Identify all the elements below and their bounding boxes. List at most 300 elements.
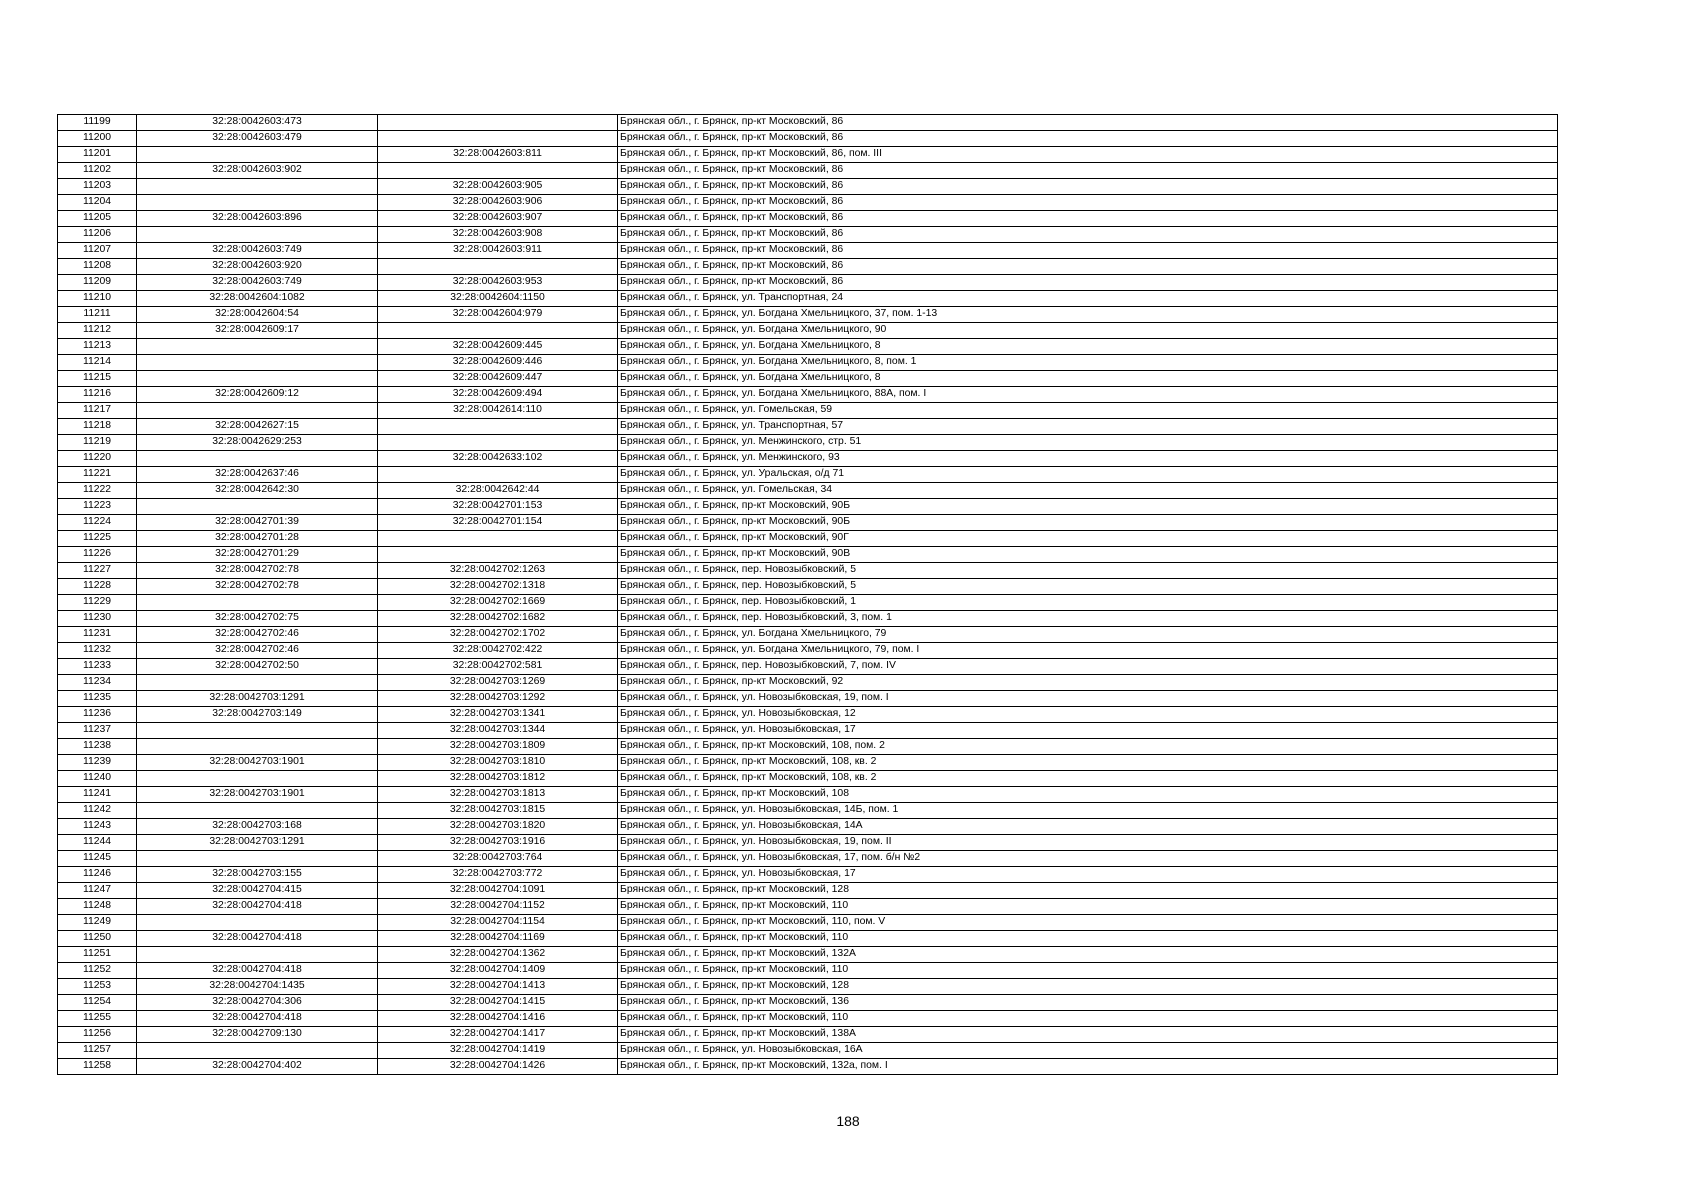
object-cadastral-number-cell: 32:28:0042703:772 [378,867,618,883]
address-cell: Брянская обл., г. Брянск, пр-кт Московский, 132А [618,947,1558,963]
object-cadastral-number-cell [378,163,618,179]
table-row [58,243,1558,259]
cadastral-number-cell [137,371,378,387]
object-cadastral-number-cell: 32:28:0042609:445 [378,339,618,355]
row-number-cell: 11212 [58,323,137,339]
cadastral-number-cell [137,851,378,867]
object-cadastral-number-cell: 32:28:0042609:494 [378,387,618,403]
row-number-cell: 11231 [58,627,137,643]
address-cell: Брянская обл., г. Брянск, пр-кт Московский, 86 [618,275,1558,291]
row-number-cell: 11252 [58,963,137,979]
object-cadastral-number-cell: 32:28:0042603:908 [378,227,618,243]
object-cadastral-number-cell: 32:28:0042603:905 [378,179,618,195]
row-number-cell: 11238 [58,739,137,755]
table-row [58,179,1558,195]
row-number-cell: 11253 [58,979,137,995]
cadastral-number-cell: 32:28:0042702:78 [137,579,378,595]
cadastral-number-cell: 32:28:0042704:418 [137,1011,378,1027]
row-number-cell: 11245 [58,851,137,867]
address-cell: Брянская обл., г. Брянск, пер. Новозыбковский, 5 [618,563,1558,579]
table-row [58,819,1558,835]
address-cell: Брянская обл., г. Брянск, пр-кт Московский, 128 [618,979,1558,995]
address-cell: Брянская обл., г. Брянск, ул. Новозыбковская, 19, пом. II [618,835,1558,851]
object-cadastral-number-cell: 32:28:0042703:1815 [378,803,618,819]
object-cadastral-number-cell: 32:28:0042614:110 [378,403,618,419]
object-cadastral-number-cell: 32:28:0042704:1417 [378,1027,618,1043]
row-number-cell: 11237 [58,723,137,739]
address-cell: Брянская обл., г. Брянск, пр-кт Московский, 90В [618,547,1558,563]
row-number-cell: 11258 [58,1059,137,1075]
address-cell: Брянская обл., г. Брянск, пр-кт Московский, 90Б [618,515,1558,531]
table-row [58,963,1558,979]
row-number-cell: 11240 [58,771,137,787]
table-row [58,323,1558,339]
object-cadastral-number-cell: 32:28:0042703:1341 [378,707,618,723]
object-cadastral-number-cell: 32:28:0042604:1150 [378,291,618,307]
cadastral-number-cell: 32:28:0042603:749 [137,275,378,291]
cadastral-number-cell [137,499,378,515]
row-number-cell: 11216 [58,387,137,403]
table-row [58,403,1558,419]
row-number-cell: 11204 [58,195,137,211]
cadastral-number-cell [137,451,378,467]
address-cell: Брянская обл., г. Брянск, ул. Богдана Хмельницкого, 37, пом. 1-13 [618,307,1558,323]
cadastral-number-cell: 32:28:0042709:130 [137,1027,378,1043]
cadastral-number-cell: 32:28:0042604:54 [137,307,378,323]
address-cell: Брянская обл., г. Брянск, пр-кт Московский, 108, кв. 2 [618,755,1558,771]
address-cell: Брянская обл., г. Брянск, пр-кт Московский, 86 [618,227,1558,243]
cadastral-number-cell: 32:28:0042702:50 [137,659,378,675]
cadastral-number-cell: 32:28:0042704:306 [137,995,378,1011]
object-cadastral-number-cell: 32:28:0042704:1416 [378,1011,618,1027]
row-number-cell: 11232 [58,643,137,659]
address-cell: Брянская обл., г. Брянск, ул. Менжинского, 93 [618,451,1558,467]
row-number-cell: 11225 [58,531,137,547]
table-row [58,979,1558,995]
address-cell: Брянская обл., г. Брянск, пр-кт Московский, 136 [618,995,1558,1011]
row-number-cell: 11233 [58,659,137,675]
table-row [58,835,1558,851]
cadastral-number-cell: 32:28:0042603:473 [137,115,378,131]
address-cell: Брянская обл., г. Брянск, пр-кт Московский, 108 [618,787,1558,803]
address-cell: Брянская обл., г. Брянск, пр-кт Московский, 90Б [618,499,1558,515]
row-number-cell: 11214 [58,355,137,371]
cadastral-number-cell [137,1043,378,1059]
address-cell: Брянская обл., г. Брянск, ул. Новозыбковская, 12 [618,707,1558,723]
object-cadastral-number-cell: 32:28:0042603:953 [378,275,618,291]
object-cadastral-number-cell: 32:28:0042704:1419 [378,1043,618,1059]
address-cell: Брянская обл., г. Брянск, ул. Богдана Хмельницкого, 88А, пом. I [618,387,1558,403]
address-cell: Брянская обл., г. Брянск, ул. Богдана Хмельницкого, 8 [618,339,1558,355]
object-cadastral-number-cell: 32:28:0042703:1810 [378,755,618,771]
address-cell: Брянская обл., г. Брянск, пер. Новозыбковский, 7, пом. IV [618,659,1558,675]
cadastral-number-cell: 32:28:0042704:418 [137,963,378,979]
address-cell: Брянская обл., г. Брянск, ул. Уральская, о/д 71 [618,467,1558,483]
cadastral-number-cell: 32:28:0042603:902 [137,163,378,179]
cadastral-number-cell: 32:28:0042702:78 [137,563,378,579]
row-number-cell: 11222 [58,483,137,499]
address-cell: Брянская обл., г. Брянск, ул. Транспортная, 24 [618,291,1558,307]
table-row [58,1059,1558,1075]
address-cell: Брянская обл., г. Брянск, пр-кт Московский, 86 [618,179,1558,195]
table-row [58,691,1558,707]
object-cadastral-number-cell: 32:28:0042703:1292 [378,691,618,707]
table-row [58,259,1558,275]
cadastral-number-cell: 32:28:0042701:39 [137,515,378,531]
row-number-cell: 11202 [58,163,137,179]
object-cadastral-number-cell [378,115,618,131]
address-cell: Брянская обл., г. Брянск, пр-кт Московский, 92 [618,675,1558,691]
row-number-cell: 11242 [58,803,137,819]
row-number-cell: 11224 [58,515,137,531]
row-number-cell: 11243 [58,819,137,835]
cadastral-number-cell: 32:28:0042702:46 [137,643,378,659]
address-cell: Брянская обл., г. Брянск, пр-кт Московский, 86 [618,259,1558,275]
address-cell: Брянская обл., г. Брянск, ул. Богдана Хмельницкого, 8, пом. 1 [618,355,1558,371]
cadastral-number-cell [137,947,378,963]
cadastral-number-cell: 32:28:0042603:896 [137,211,378,227]
table-row [58,915,1558,931]
table-row [58,131,1558,147]
cadastral-number-cell [137,675,378,691]
cadastral-number-cell: 32:28:0042637:46 [137,467,378,483]
table-row [58,947,1558,963]
address-cell: Брянская обл., г. Брянск, ул. Новозыбковская, 14Б, пом. 1 [618,803,1558,819]
object-cadastral-number-cell [378,259,618,275]
cadastral-number-cell: 32:28:0042704:1435 [137,979,378,995]
object-cadastral-number-cell: 32:28:0042603:911 [378,243,618,259]
row-number-cell: 11236 [58,707,137,723]
table-row [58,227,1558,243]
cadastral-number-cell: 32:28:0042642:30 [137,483,378,499]
table-row [58,467,1558,483]
table-row [58,563,1558,579]
object-cadastral-number-cell: 32:28:0042702:581 [378,659,618,675]
object-cadastral-number-cell: 32:28:0042704:1362 [378,947,618,963]
row-number-cell: 11219 [58,435,137,451]
object-cadastral-number-cell: 32:28:0042609:446 [378,355,618,371]
cadastral-number-cell: 32:28:0042703:149 [137,707,378,723]
object-cadastral-number-cell: 32:28:0042642:44 [378,483,618,499]
object-cadastral-number-cell: 32:28:0042704:1154 [378,915,618,931]
table-row [58,659,1558,675]
table-row [58,147,1558,163]
object-cadastral-number-cell: 32:28:0042703:1809 [378,739,618,755]
page-number: 188 [836,1113,860,1129]
cadastral-number-cell: 32:28:0042703:168 [137,819,378,835]
table-row [58,595,1558,611]
table-row [58,899,1558,915]
object-cadastral-number-cell: 32:28:0042703:1812 [378,771,618,787]
object-cadastral-number-cell: 32:28:0042603:906 [378,195,618,211]
object-cadastral-number-cell: 32:28:0042702:1682 [378,611,618,627]
cadastral-number-cell [137,723,378,739]
row-number-cell: 11217 [58,403,137,419]
address-cell: Брянская обл., г. Брянск, пер. Новозыбковский, 5 [618,579,1558,595]
row-number-cell: 11201 [58,147,137,163]
row-number-cell: 11213 [58,339,137,355]
cadastral-number-cell: 32:28:0042703:1291 [137,835,378,851]
row-number-cell: 11223 [58,499,137,515]
cadastral-number-cell: 32:28:0042703:155 [137,867,378,883]
object-cadastral-number-cell: 32:28:0042633:102 [378,451,618,467]
table-row [58,787,1558,803]
object-cadastral-number-cell: 32:28:0042701:154 [378,515,618,531]
row-number-cell: 11206 [58,227,137,243]
object-cadastral-number-cell [378,531,618,547]
cadastral-number-cell [137,403,378,419]
address-cell: Брянская обл., г. Брянск, пр-кт Московский, 110 [618,963,1558,979]
address-cell: Брянская обл., г. Брянск, ул. Новозыбковская, 16А [618,1043,1558,1059]
row-number-cell: 11241 [58,787,137,803]
row-number-cell: 11200 [58,131,137,147]
object-cadastral-number-cell: 32:28:0042703:1269 [378,675,618,691]
row-number-cell: 11208 [58,259,137,275]
table-row [58,883,1558,899]
row-number-cell: 11254 [58,995,137,1011]
table-row [58,291,1558,307]
table-row [58,531,1558,547]
object-cadastral-number-cell: 32:28:0042704:1091 [378,883,618,899]
address-cell: Брянская обл., г. Брянск, ул. Новозыбковская, 19, пом. I [618,691,1558,707]
row-number-cell: 11215 [58,371,137,387]
object-cadastral-number-cell: 32:28:0042703:1916 [378,835,618,851]
table-row [58,435,1558,451]
object-cadastral-number-cell: 32:28:0042704:1152 [378,899,618,915]
table-row [58,867,1558,883]
table-row [58,931,1558,947]
object-cadastral-number-cell: 32:28:0042702:1702 [378,627,618,643]
cadastral-number-cell: 32:28:0042701:29 [137,547,378,563]
row-number-cell: 11251 [58,947,137,963]
address-cell: Брянская обл., г. Брянск, пер. Новозыбковский, 1 [618,595,1558,611]
table-row [58,755,1558,771]
table-row [58,387,1558,403]
cadastral-number-cell [137,915,378,931]
row-number-cell: 11211 [58,307,137,323]
table-row [58,803,1558,819]
row-number-cell: 11248 [58,899,137,915]
table-row [58,675,1558,691]
row-number-cell: 11239 [58,755,137,771]
row-number-cell: 11250 [58,931,137,947]
table-row [58,547,1558,563]
object-cadastral-number-cell [378,131,618,147]
cadastral-number-cell [137,803,378,819]
table-row [58,483,1558,499]
row-number-cell: 11246 [58,867,137,883]
address-cell: Брянская обл., г. Брянск, пр-кт Московский, 86 [618,115,1558,131]
row-number-cell: 11257 [58,1043,137,1059]
cadastral-number-cell [137,195,378,211]
row-number-cell: 11234 [58,675,137,691]
row-number-cell: 11218 [58,419,137,435]
cadastral-number-cell [137,771,378,787]
object-cadastral-number-cell: 32:28:0042704:1169 [378,931,618,947]
object-cadastral-number-cell: 32:28:0042703:1344 [378,723,618,739]
table-row [58,355,1558,371]
object-cadastral-number-cell: 32:28:0042704:1426 [378,1059,618,1075]
table-row [58,275,1558,291]
table-row [58,195,1558,211]
address-cell: Брянская обл., г. Брянск, пр-кт Московский, 110 [618,931,1558,947]
object-cadastral-number-cell: 32:28:0042701:153 [378,499,618,515]
row-number-cell: 11226 [58,547,137,563]
address-cell: Брянская обл., г. Брянск, пр-кт Московский, 86, пом. III [618,147,1558,163]
cadastral-number-cell [137,355,378,371]
cadastral-number-cell [137,739,378,755]
object-cadastral-number-cell [378,547,618,563]
address-cell: Брянская обл., г. Брянск, ул. Богдана Хмельницкого, 8 [618,371,1558,387]
table-row [58,995,1558,1011]
address-cell: Брянская обл., г. Брянск, пр-кт Московский, 110, пом. V [618,915,1558,931]
row-number-cell: 11235 [58,691,137,707]
address-cell: Брянская обл., г. Брянск, пр-кт Московский, 110 [618,899,1558,915]
cadastral-number-cell: 32:28:0042603:920 [137,259,378,275]
address-cell: Брянская обл., г. Брянск, пер. Новозыбковский, 3, пом. 1 [618,611,1558,627]
cadastral-number-cell: 32:28:0042703:1901 [137,755,378,771]
cadastral-number-cell: 32:28:0042703:1901 [137,787,378,803]
table-row [58,419,1558,435]
registry-table-body [58,115,1558,1075]
object-cadastral-number-cell: 32:28:0042603:907 [378,211,618,227]
row-number-cell: 11256 [58,1027,137,1043]
address-cell: Брянская обл., г. Брянск, пр-кт Московский, 86 [618,243,1558,259]
object-cadastral-number-cell [378,419,618,435]
object-cadastral-number-cell: 32:28:0042704:1413 [378,979,618,995]
address-cell: Брянская обл., г. Брянск, пр-кт Московский, 108, пом. 2 [618,739,1558,755]
address-cell: Брянская обл., г. Брянск, пр-кт Московский, 86 [618,195,1558,211]
row-number-cell: 11210 [58,291,137,307]
cadastral-number-cell: 32:28:0042703:1291 [137,691,378,707]
object-cadastral-number-cell: 32:28:0042702:1263 [378,563,618,579]
table-row [58,115,1558,131]
address-cell: Брянская обл., г. Брянск, пр-кт Московский, 138А [618,1027,1558,1043]
address-cell: Брянская обл., г. Брянск, ул. Новозыбковская, 17 [618,723,1558,739]
row-number-cell: 11221 [58,467,137,483]
object-cadastral-number-cell [378,467,618,483]
cadastral-number-cell: 32:28:0042704:418 [137,931,378,947]
object-cadastral-number-cell: 32:28:0042609:447 [378,371,618,387]
table-row [58,1043,1558,1059]
address-cell: Брянская обл., г. Брянск, пр-кт Московский, 86 [618,131,1558,147]
address-cell: Брянская обл., г. Брянск, пр-кт Московский, 128 [618,883,1558,899]
table-row [58,707,1558,723]
table-row [58,611,1558,627]
table-row [58,371,1558,387]
object-cadastral-number-cell: 32:28:0042702:1669 [378,595,618,611]
object-cadastral-number-cell: 32:28:0042703:1813 [378,787,618,803]
address-cell: Брянская обл., г. Брянск, ул. Менжинского, стр. 51 [618,435,1558,451]
object-cadastral-number-cell: 32:28:0042703:1820 [378,819,618,835]
row-number-cell: 11249 [58,915,137,931]
cadastral-number-cell: 32:28:0042609:17 [137,323,378,339]
cadastral-number-cell: 32:28:0042704:418 [137,899,378,915]
object-cadastral-number-cell: 32:28:0042604:979 [378,307,618,323]
registry-table [57,114,1558,1075]
cadastral-number-cell [137,227,378,243]
address-cell: Брянская обл., г. Брянск, пр-кт Московский, 90Г [618,531,1558,547]
object-cadastral-number-cell: 32:28:0042704:1409 [378,963,618,979]
row-number-cell: 11255 [58,1011,137,1027]
cadastral-number-cell: 32:28:0042701:28 [137,531,378,547]
cadastral-number-cell: 32:28:0042603:749 [137,243,378,259]
address-cell: Брянская обл., г. Брянск, ул. Богдана Хмельницкого, 90 [618,323,1558,339]
cadastral-number-cell: 32:28:0042704:402 [137,1059,378,1075]
table-row [58,1027,1558,1043]
cadastral-number-cell [137,179,378,195]
table-row [58,451,1558,467]
table-row [58,307,1558,323]
object-cadastral-number-cell: 32:28:0042702:1318 [378,579,618,595]
row-number-cell: 11207 [58,243,137,259]
table-row [58,515,1558,531]
object-cadastral-number-cell [378,435,618,451]
address-cell: Брянская обл., г. Брянск, ул. Новозыбковская, 17 [618,867,1558,883]
row-number-cell: 11228 [58,579,137,595]
cadastral-number-cell: 32:28:0042627:15 [137,419,378,435]
cadastral-number-cell: 32:28:0042629:253 [137,435,378,451]
address-cell: Брянская обл., г. Брянск, пр-кт Московский, 86 [618,163,1558,179]
object-cadastral-number-cell: 32:28:0042702:422 [378,643,618,659]
row-number-cell: 11244 [58,835,137,851]
address-cell: Брянская обл., г. Брянск, ул. Гомельская, 59 [618,403,1558,419]
address-cell: Брянская обл., г. Брянск, пр-кт Московский, 132а, пом. I [618,1059,1558,1075]
row-number-cell: 11209 [58,275,137,291]
row-number-cell: 11230 [58,611,137,627]
row-number-cell: 11205 [58,211,137,227]
object-cadastral-number-cell: 32:28:0042703:764 [378,851,618,867]
cadastral-number-cell: 32:28:0042603:479 [137,131,378,147]
cadastral-number-cell: 32:28:0042702:75 [137,611,378,627]
address-cell: Брянская обл., г. Брянск, ул. Транспортная, 57 [618,419,1558,435]
address-cell: Брянская обл., г. Брянск, пр-кт Московский, 86 [618,211,1558,227]
row-number-cell: 11220 [58,451,137,467]
cadastral-number-cell [137,595,378,611]
table-row [58,339,1558,355]
cadastral-number-cell: 32:28:0042704:415 [137,883,378,899]
object-cadastral-number-cell [378,323,618,339]
address-cell: Брянская обл., г. Брянск, ул. Гомельская, 34 [618,483,1558,499]
table-row [58,163,1558,179]
address-cell: Брянская обл., г. Брянск, ул. Новозыбковская, 17, пом. б/н №2 [618,851,1558,867]
cadastral-number-cell: 32:28:0042609:12 [137,387,378,403]
object-cadastral-number-cell: 32:28:0042603:811 [378,147,618,163]
table-row [58,627,1558,643]
cadastral-number-cell: 32:28:0042702:46 [137,627,378,643]
table-row [58,1011,1558,1027]
cadastral-number-cell: 32:28:0042604:1082 [137,291,378,307]
table-row [58,643,1558,659]
table-row [58,723,1558,739]
address-cell: Брянская обл., г. Брянск, пр-кт Московский, 110 [618,1011,1558,1027]
address-cell: Брянская обл., г. Брянск, ул. Новозыбковская, 14А [618,819,1558,835]
table-row [58,211,1558,227]
row-number-cell: 11247 [58,883,137,899]
cadastral-number-cell [137,147,378,163]
object-cadastral-number-cell: 32:28:0042704:1415 [378,995,618,1011]
row-number-cell: 11203 [58,179,137,195]
row-number-cell: 11227 [58,563,137,579]
table-row [58,739,1558,755]
table-row [58,851,1558,867]
table-row [58,771,1558,787]
cadastral-number-cell [137,339,378,355]
address-cell: Брянская обл., г. Брянск, ул. Богдана Хмельницкого, 79, пом. I [618,643,1558,659]
row-number-cell: 11229 [58,595,137,611]
table-row [58,499,1558,515]
row-number-cell: 11199 [58,115,137,131]
